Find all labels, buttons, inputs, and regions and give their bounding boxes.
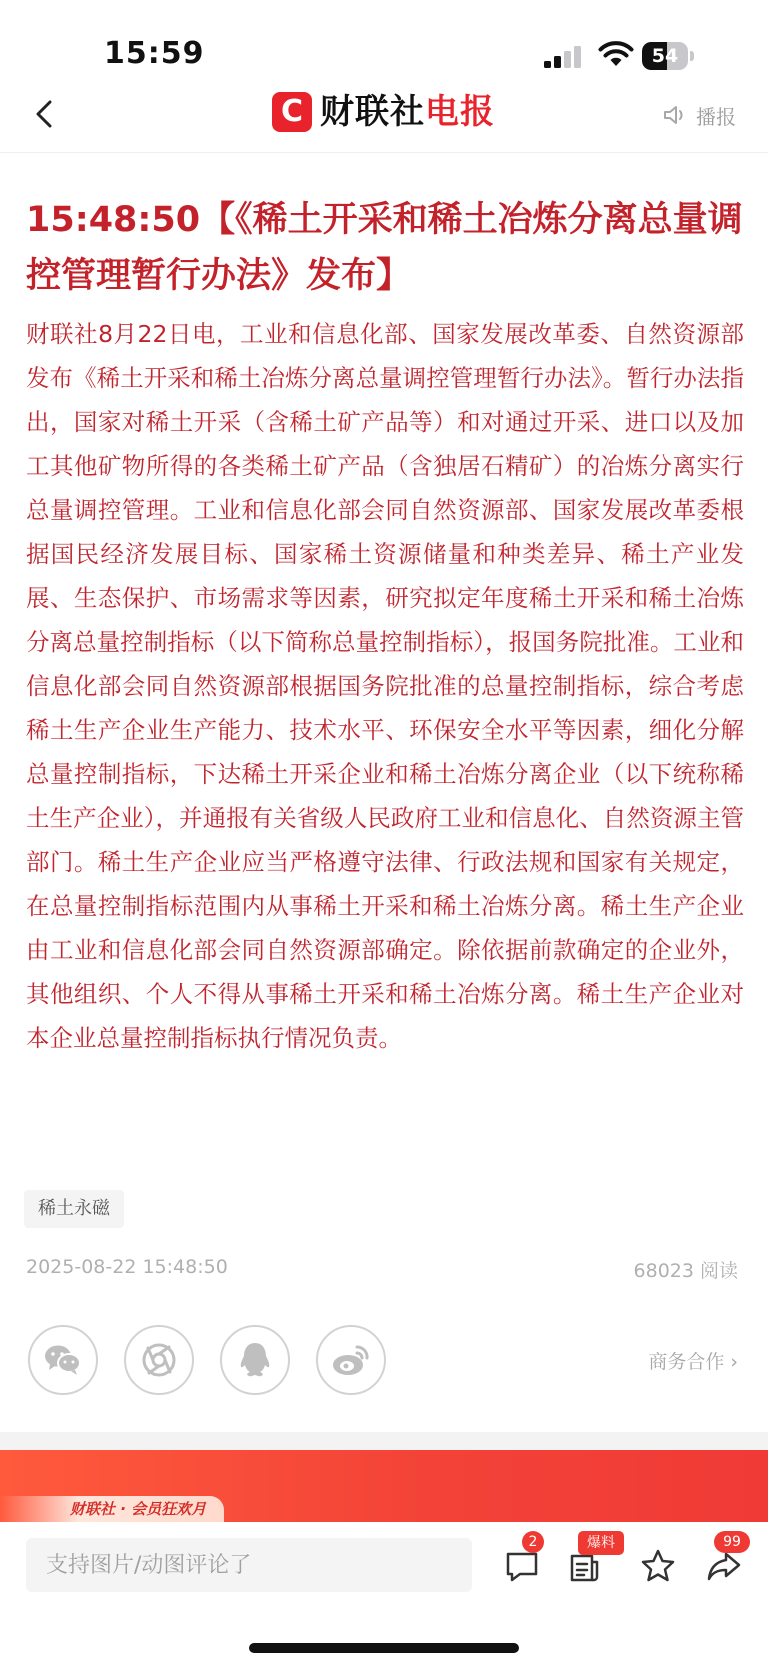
favorite-button[interactable] xyxy=(638,1546,678,1586)
article-headline: 15:48:50【《稀土开采和稀土冶炼分离总量调控管理暂行办法》发布】 xyxy=(26,200,743,296)
share-qq-button[interactable] xyxy=(220,1325,290,1395)
section-divider xyxy=(0,1432,768,1450)
speaker-icon xyxy=(662,103,688,127)
cellular-signal-icon xyxy=(544,46,584,68)
header-divider xyxy=(0,152,768,153)
business-cooperation-link[interactable]: 商务合作 › xyxy=(648,1351,738,1373)
home-indicator xyxy=(249,1643,519,1653)
share-count-badge: 99 xyxy=(714,1531,750,1553)
brand-logo xyxy=(320,92,495,132)
qq-icon xyxy=(237,1340,273,1380)
weibo-icon xyxy=(330,1342,372,1378)
brand-name-part1: 财联社 xyxy=(320,92,425,132)
status-time: 15:59 xyxy=(104,36,205,71)
promo-label: 财联社 · 会员狂欢月 xyxy=(0,1496,224,1522)
moments-icon xyxy=(139,1340,179,1380)
share-moments-button[interactable] xyxy=(124,1325,194,1395)
comment-count-badge: 2 xyxy=(522,1531,544,1553)
topic-tag[interactable]: 稀土永磁 xyxy=(24,1190,124,1228)
wifi-icon xyxy=(598,40,634,68)
star-icon xyxy=(638,1546,678,1586)
share-wechat-button[interactable] xyxy=(28,1325,98,1395)
article-body: 财联社8月22日电，工业和信息化部、国家发展改革委、自然资源部发布《稀土开采和稀土冶炼分离总量调控管理暂行办法》。暂行办法指出，国家对稀土开采（含稀土矿产品等）和对通过开采、进口以及加工其他矿物所得的各类稀土矿产品（含独居石精矿）的冶炼分离实行总量调控管理。工业和信息化部会同自然资源部、国家发展改革委根据国民经济发展目标、国家稀土资源储量和种类差异、稀土产业发展、生态保护、市场需求等因素，研究拟定年度稀土开采和稀土冶炼分离总量控制指标（以下简称总量控制指标），报国务院批准。工业和信息化部会同自然资源部根据国务院批准的总量控制指标，综合考虑稀土生产企业生产能力、技术水平、环保安全水平等因素，细化分解总量控制指标，下达稀土开采企业和稀土冶炼分离企业（以下统称稀土生产企业），并通报有关省级人民政府工业和信息化、自然资源主管部门。稀土生产企业应当严格遵守法律、行政法规和国家有关规定，在总量控制指标范围内从事稀土开采和稀土冶炼分离。稀土生产企业由工业和信息化部会同自然资源部确定。除依据前款确定的企业外，其他组织、个人不得从事稀土开采和稀土冶炼分离。稀土生产企业对本企业总量控制指标执行情况负责。 xyxy=(26,320,744,1052)
logo-badge: C xyxy=(272,92,312,132)
back-button[interactable] xyxy=(26,94,66,134)
play-label: 播报 xyxy=(696,104,736,129)
publish-date: 2025-08-22 15:48:50 xyxy=(26,1256,228,1278)
battery-percent: 54 xyxy=(651,45,679,67)
promo-banner[interactable] xyxy=(0,1450,768,1522)
brand-name-part2: 电报 xyxy=(425,92,495,132)
battery-indicator xyxy=(642,42,694,70)
comment-input[interactable] xyxy=(26,1538,472,1592)
share-weibo-button[interactable] xyxy=(316,1325,386,1395)
read-count: 68023 阅读 xyxy=(633,1260,738,1282)
wechat-icon xyxy=(43,1342,83,1378)
play-audio-button[interactable] xyxy=(662,100,736,130)
baoliao-badge: 爆料 xyxy=(578,1531,624,1555)
chevron-left-icon xyxy=(26,94,66,134)
